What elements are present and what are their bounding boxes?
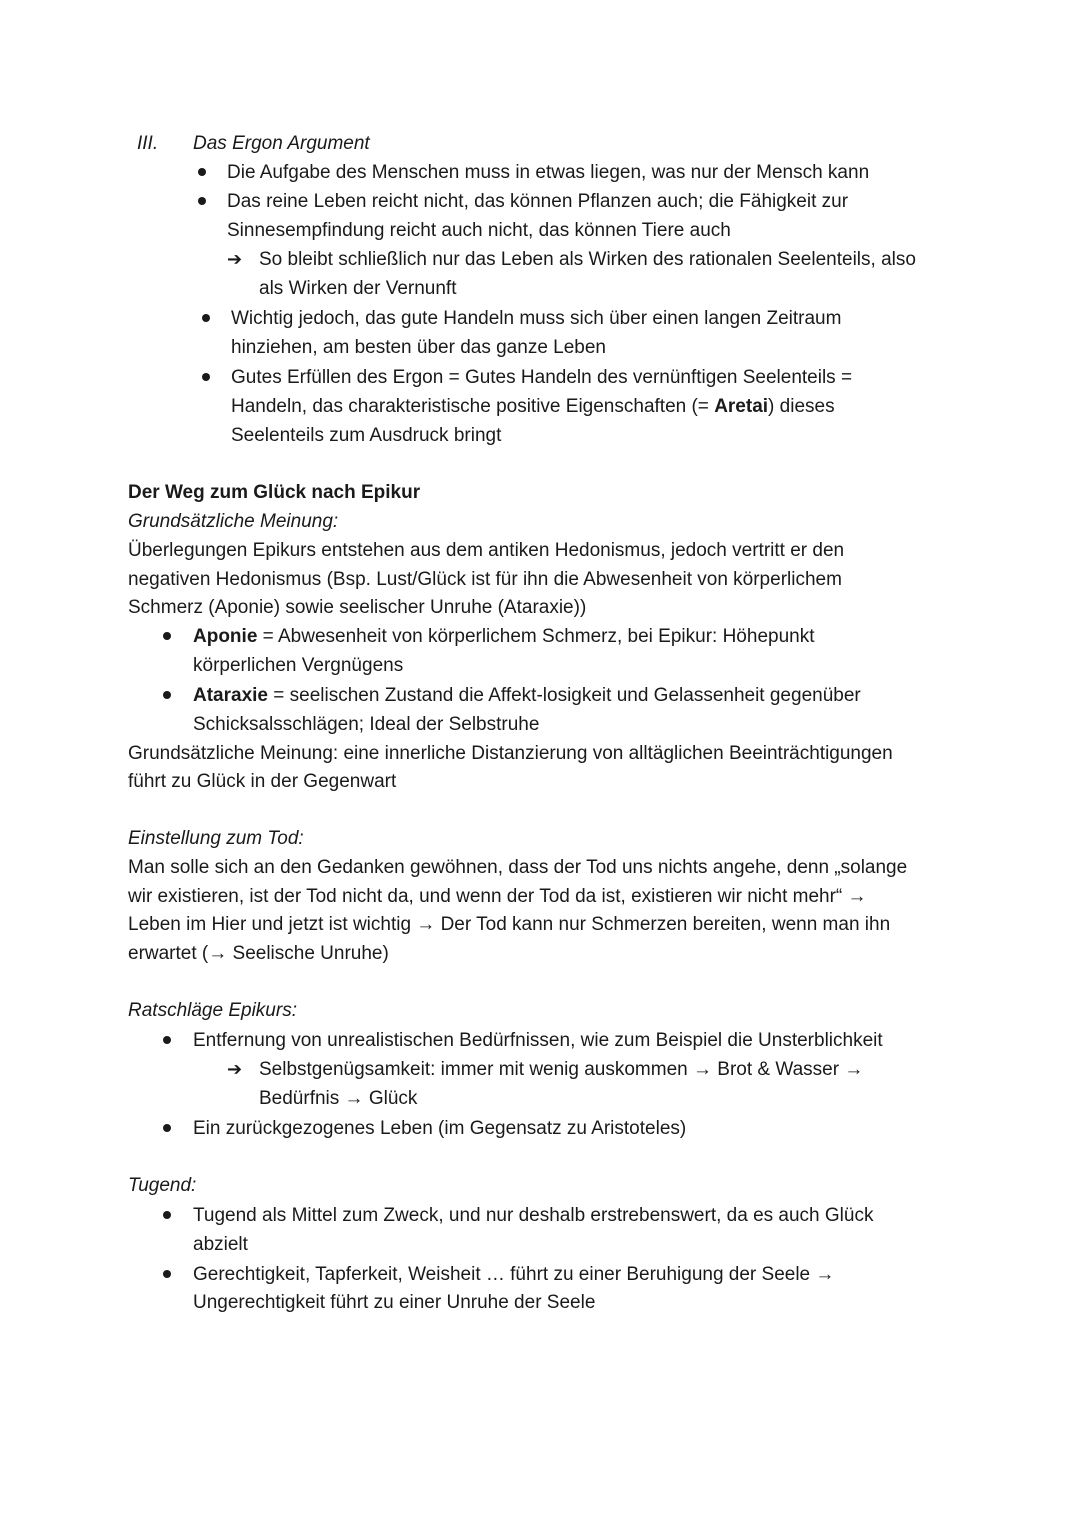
sub-list-item-continuation: Bedürfnis → Glück bbox=[259, 1088, 418, 1109]
subheading: Grundsätzliche Meinung: bbox=[128, 511, 339, 532]
paragraph-line: negativen Hedonismus (Bsp. Lust/Glück ist für ihn die Abwesenheit von körperlichem bbox=[128, 569, 842, 590]
paragraph-line: Man solle sich an den Gedanken gewöhnen, dass der Tod uns nichts angehe, denn „solange bbox=[128, 857, 908, 878]
text-run: Handeln, das charakteristische positive Eigenschaften (= bbox=[231, 396, 715, 417]
paragraph-line: Schmerz (Aponie) sowie seelischer Unruhe (Ataraxie)) bbox=[128, 597, 587, 618]
list-item-continuation: abzielt bbox=[193, 1234, 248, 1255]
bullet-dot-icon bbox=[163, 691, 171, 699]
paragraph-line: führt zu Glück in der Gegenwart bbox=[128, 771, 397, 792]
section-title: Das Ergon Argument bbox=[193, 133, 370, 154]
list-item: Tugend als Mittel zum Zweck, und nur deshalb erstrebenswert, da es auch Glück bbox=[193, 1205, 874, 1226]
subheading: Tugend: bbox=[128, 1175, 197, 1196]
bullet-dot-icon bbox=[163, 1270, 171, 1278]
sub-list-item: So bleibt schließlich nur das Leben als Wirken des rationalen Seelenteils, also bbox=[259, 249, 916, 270]
paragraph-line: erwartet (→ Seelische Unruhe) bbox=[128, 943, 389, 964]
bullet-dot-icon bbox=[202, 373, 210, 381]
bullet-dot-icon bbox=[163, 632, 171, 640]
term-ataraxie: Ataraxie bbox=[193, 685, 268, 706]
arrow-right-icon: ➔ bbox=[227, 1059, 243, 1079]
list-item-continuation: Sinnesempfindung reicht auch nicht, das können Tiere auch bbox=[227, 220, 731, 241]
paragraph-line: Überlegungen Epikurs entstehen aus dem antiken Hedonismus, jedoch vertritt er den bbox=[128, 540, 845, 561]
list-item bbox=[193, 622, 815, 651]
section-heading: Der Weg zum Glück nach Epikur bbox=[128, 482, 421, 503]
list-item-continuation bbox=[231, 392, 835, 421]
section-numeral: III. bbox=[137, 133, 159, 154]
list-item-continuation: Ungerechtigkeit führt zu einer Unruhe der Seele bbox=[193, 1292, 596, 1313]
list-item-continuation: Seelenteils zum Ausdruck bringt bbox=[231, 425, 502, 446]
list-item: Die Aufgabe des Menschen muss in etwas liegen, was nur der Mensch kann bbox=[227, 162, 870, 183]
bullet-dot-icon bbox=[198, 197, 206, 205]
bullet-dot-icon bbox=[163, 1124, 171, 1132]
sub-list-item-continuation: als Wirken der Vernunft bbox=[259, 278, 457, 299]
list-item: Entfernung von unrealistischen Bedürfnissen, wie zum Beispiel die Unsterblichkeit bbox=[193, 1030, 883, 1051]
paragraph-line: wir existieren, ist der Tod nicht da, und wenn der Tod da ist, existieren wir nicht mehr“ → bbox=[128, 886, 867, 907]
text-run: ) dieses bbox=[768, 396, 835, 417]
subheading: Ratschläge Epikurs: bbox=[128, 1000, 297, 1021]
bullet-dot-icon bbox=[163, 1211, 171, 1219]
list-item-continuation: hinziehen, am besten über das ganze Leben bbox=[231, 337, 606, 358]
list-item-continuation: Schicksalsschlägen; Ideal der Selbstruhe bbox=[193, 714, 540, 735]
bullet-dot-icon bbox=[163, 1036, 171, 1044]
paragraph-line: Leben im Hier und jetzt ist wichtig → Der Tod kann nur Schmerzen bereiten, wenn man ihn bbox=[128, 914, 891, 935]
arrow-right-icon: ➔ bbox=[227, 249, 243, 269]
subheading: Einstellung zum Tod: bbox=[128, 828, 304, 849]
paragraph-line: Grundsätzliche Meinung: eine innerliche Distanzierung von alltäglichen Beeinträchtigungen bbox=[128, 743, 893, 764]
list-item: Ein zurückgezogenes Leben (im Gegensatz zu Aristoteles) bbox=[193, 1118, 687, 1139]
list-item: Gutes Erfüllen des Ergon = Gutes Handeln des vernünftigen Seelenteils = bbox=[231, 367, 853, 388]
term-aponie: Aponie bbox=[193, 626, 258, 647]
text-run: = seelischen Zustand die Affekt-losigkeit und Gelassenheit gegenüber bbox=[268, 685, 861, 706]
text-run: = Abwesenheit von körperlichem Schmerz, bei Epikur: Höhepunkt bbox=[257, 626, 815, 647]
list-item: Das reine Leben reicht nicht, das können Pflanzen auch; die Fähigkeit zur bbox=[227, 191, 849, 212]
list-item: Wichtig jedoch, das gute Handeln muss sich über einen langen Zeitraum bbox=[231, 308, 842, 329]
list-item: Gerechtigkeit, Tapferkeit, Weisheit … führt zu einer Beruhigung der Seele → bbox=[193, 1264, 835, 1285]
list-item bbox=[193, 681, 861, 710]
sub-list-item: Selbstgenügsamkeit: immer mit wenig auskommen → Brot & Wasser → bbox=[259, 1059, 864, 1080]
list-item-continuation: körperlichen Vergnügens bbox=[193, 655, 404, 676]
bullet-dot-icon bbox=[198, 168, 206, 176]
bullet-dot-icon bbox=[202, 314, 210, 322]
term-aretai: Aretai bbox=[714, 396, 769, 417]
